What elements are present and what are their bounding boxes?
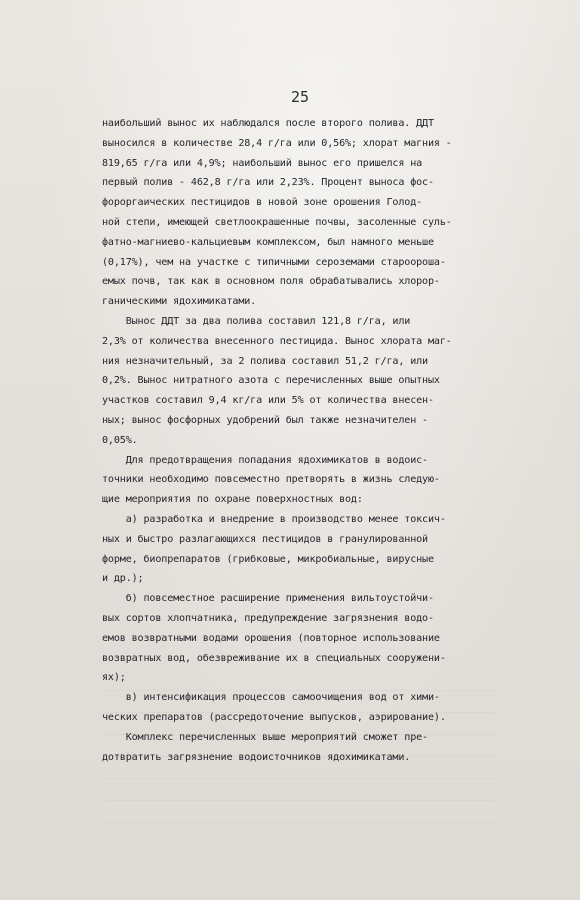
text-line: б) повсеместное расширение применения вильтоустойчи- bbox=[102, 593, 434, 605]
text-line: форме, биопрепаратов (грибковые, микробиальные, вирусные bbox=[102, 553, 434, 565]
text-line: возвратных вод, обезвреживание их в специальных сооружени- bbox=[102, 652, 446, 664]
text-line: Для предотвращения попадания ядохимикатов в водоис- bbox=[102, 454, 428, 466]
text-line: ной степи, имеющей светлоокрашенные почвы, засоленные суль- bbox=[102, 216, 452, 228]
text-line: а) разработка и внедрение в производство менее токсич- bbox=[102, 513, 446, 525]
text-line: ческих препаратов (рассредоточение выпусков, аэрирование). bbox=[102, 711, 446, 723]
text-line: ях); bbox=[102, 672, 126, 684]
show-through-line bbox=[105, 778, 495, 779]
text-line: в) интенсификация процессов самоочищения вод от хими- bbox=[102, 692, 440, 704]
show-through-line bbox=[105, 712, 495, 713]
text-line: фороргаических пестицидов в новой зоне орошения Голод- bbox=[102, 197, 423, 209]
text-line: точники необходимо повсеместно претворять в жизнь следую- bbox=[102, 474, 440, 486]
text-line: 819,65 г/га или 4,9%; наибольший вынос его пришелся на bbox=[102, 157, 423, 169]
paragraph bbox=[102, 451, 502, 510]
text-line: Вынос ДДТ за два полива составил 121,8 г/га, или bbox=[102, 315, 411, 327]
text-line: емых почв, так как в основном поля обрабатывались хлорор- bbox=[102, 276, 440, 288]
text-line: 2,3% от количества внесенного пестицида. Вынос хлората маг- bbox=[102, 335, 452, 347]
show-through-line bbox=[105, 822, 495, 823]
text-line: щие мероприятия по охране поверхностных вод: bbox=[102, 494, 363, 506]
body-text bbox=[102, 114, 502, 767]
text-line: Комплекс перечисленных выше мероприятий сможет пре- bbox=[102, 731, 428, 743]
show-through-line bbox=[105, 690, 495, 691]
text-line: 0,2%. Вынос нитратного азота с перечисленных выше опытных bbox=[102, 375, 440, 387]
paragraph bbox=[102, 114, 502, 312]
text-line: вых сортов хлопчатника, предупреждение загрязнения водо- bbox=[102, 612, 434, 624]
show-through-line bbox=[105, 800, 495, 801]
show-through-line bbox=[105, 756, 495, 757]
text-line: выносился в количестве 28,4 г/га или 0,56%; хлорат магния - bbox=[102, 137, 452, 149]
text-line: и др.); bbox=[102, 573, 144, 585]
text-line: (0,17%), чем на участке с типичными сероземами староороша- bbox=[102, 256, 446, 268]
page-number: 25 bbox=[290, 88, 310, 106]
show-through-line bbox=[105, 734, 495, 735]
paragraph bbox=[102, 510, 502, 589]
text-line: ных; вынос фосфорных удобрений был также незначителен - bbox=[102, 414, 428, 426]
text-line: фатно-магниево-кальциевым комплексом, был намного меньше bbox=[102, 236, 434, 248]
text-line: участков составил 9,4 кг/га или 5% от количества внесен- bbox=[102, 395, 434, 407]
text-line: дотвратить загрязнение водоисточников ядохимикатами. bbox=[102, 751, 411, 763]
text-line: ганическими ядохимикатами. bbox=[102, 296, 257, 308]
text-line: ных и быстро разлагающихся пестицидов в гранулированной bbox=[102, 533, 428, 545]
text-line: ния незначительный, за 2 полива составил 51,2 г/га, или bbox=[102, 355, 428, 367]
text-line: 0,05%. bbox=[102, 434, 138, 446]
paragraph bbox=[102, 312, 502, 451]
paragraph bbox=[102, 589, 502, 688]
text-line: наибольший вынос их наблюдался после второго полива. ДДТ bbox=[102, 118, 434, 129]
text-line: емов возвратными водами орошения (повторное использование bbox=[102, 632, 440, 644]
text-line: первый полив - 462,8 г/га или 2,23%. Процент выноса фос- bbox=[102, 177, 434, 189]
